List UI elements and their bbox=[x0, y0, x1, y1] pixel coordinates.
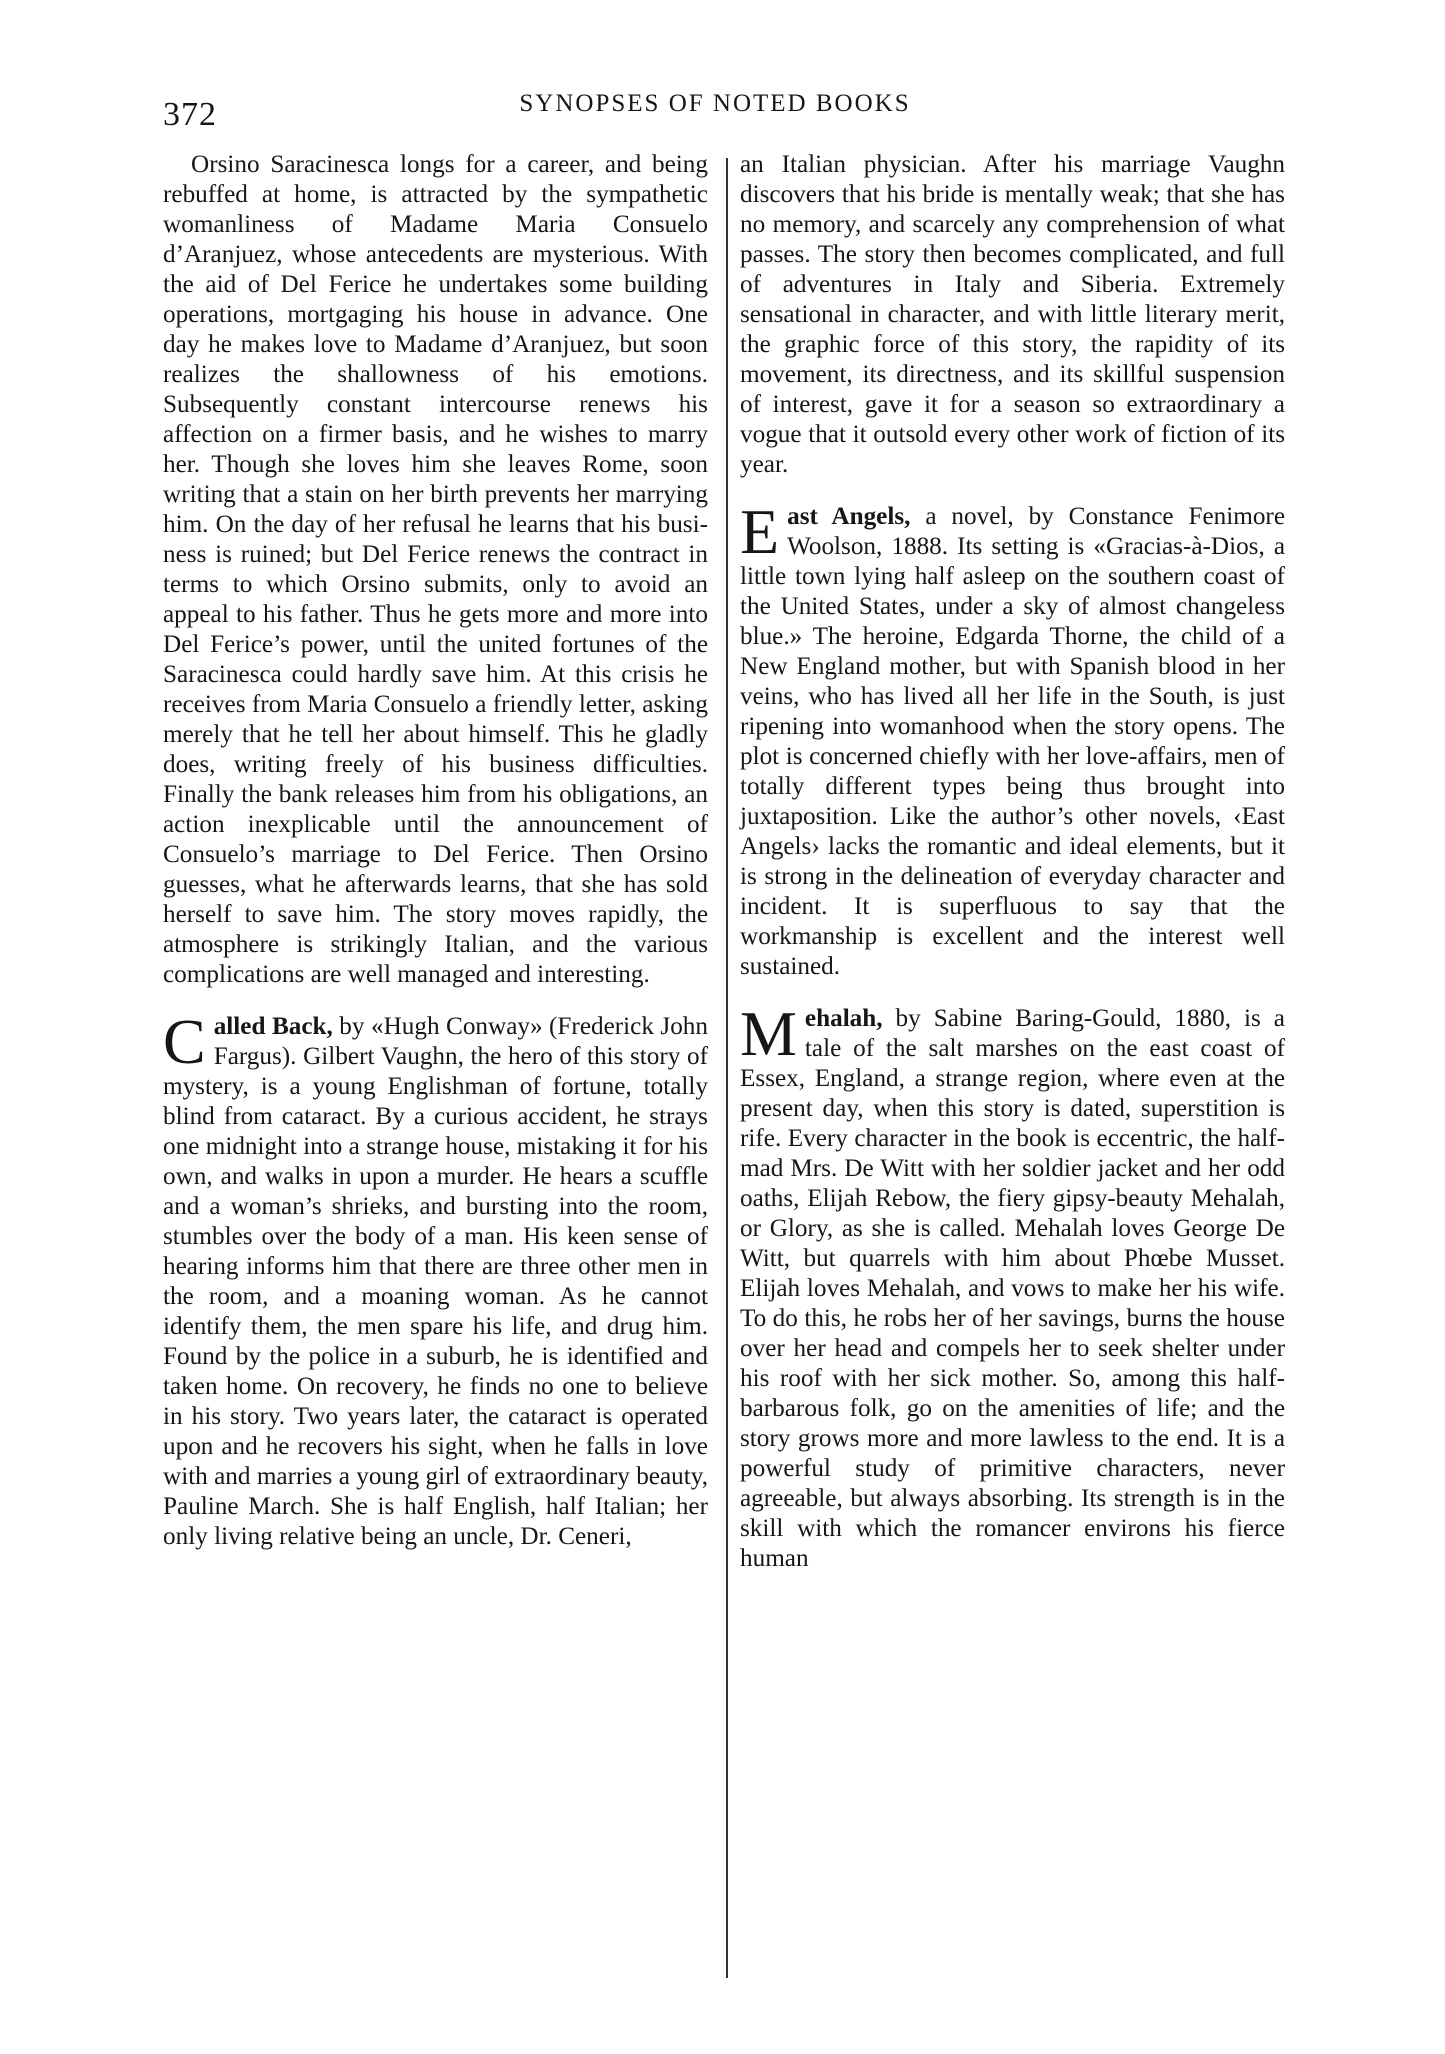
drop-cap: E bbox=[740, 496, 780, 567]
synopsis-continuation-orsino: Orsino Saracinesca longs for a career, and being rebuffed at home, is attracted by the sympathetic womanliness of Madame Maria Consuelo d’Aranjuez, whose antecedents are mysterious. With the aid of Del Ferice he undertakes some building operations, mortgaging his house in advance. One day he makes love to Madame d’Aranjuez, but soon realizes the shallowness of his emotions. Subsequently constant intercourse renews his affection on a firmer basis, and he wishes to marry her. Though she loves him she leaves Rome, soon writing that a stain on her birth prevents her marrying him. On the day of her refusal he learns that his business is ruined; but Del Ferice renews the contract in terms to which Orsino submits, only to avoid an appeal to his father. Thus he gets more and more into Del Ferice’s power, until the united fortunes of the Saracinesca could hardly save him. At this crisis he receives from Maria Consuelo a friendly letter, asking merely that he tell her about himself. This he gladly does, writing freely of his business difficulties. Finally the bank releases him from his obligations, an action inexplicable until the announcement of Consuelo’s marriage to Del Ferice. Then Orsino guesses, what he afterwards learns, that she has sold herself to save him. The story moves rapidly, the atmosphere is strikingly Italian, and the various complications are well managed and interesting. bbox=[163, 151, 708, 988]
column-rule bbox=[726, 158, 728, 1978]
entry-mehalah bbox=[740, 998, 1285, 1574]
synopsis-continuation-called-back: an Italian physician. After his marriage Vaughn discovers that his bride is mentally weak; that she has no memory, and scarcely any comprehension of what passes. The story then becomes complicated, and full of adventures in Italy and Siberia. Extremely sensational in character, and with little literary merit, the graphic force of this story, the rapidity of its movement, its directness, and its skillful suspension of interest, gave it for a season so extraordinary a vogue that it outsold every other work of fiction of its year. bbox=[740, 151, 1285, 478]
entry-title: ehalah, bbox=[804, 1005, 883, 1032]
page-number: 372 bbox=[163, 96, 217, 133]
running-head: SYNOPSES OF NOTED BOOKS bbox=[519, 90, 911, 117]
drop-cap: C bbox=[163, 1006, 206, 1077]
entry-title: alled Back, bbox=[213, 1013, 333, 1040]
entry-body: a novel, by Constance Fenimore Woolson, 1888. Its setting is «Gracias-à-Dios, a little town lying half asleep on the southern coast of the United States, under a sky of almost changeless blue.» The heroine, Edgarda Thorne, the child of a New England mother, but with Spanish blood in her veins, who has lived all her life in the South, is just ripening into womanhood when the story opens. The plot is concerned chiefly with her love-affairs, men of totally different types being thus brought into juxtaposition. Like the author’s other novels, ‹East Angels› lacks the romantic and ideal elements, but it is strong in the delineation of everyday character and incident. It is superfluous to say that the workmanship is excellent and the interest well sustained. bbox=[740, 503, 1285, 980]
drop-cap: M bbox=[740, 998, 797, 1069]
entry-body: by Sabine Baring-Gould, 1880, is a tale of the salt marshes on the east coast of Essex, England, a strange region, where even at the present day, when this story is dated, superstition is rife. Every character in the book is eccentric, the half-mad Mrs. De Witt with her soldier jacket and her odd oaths, Elijah Rebow, the fiery gipsy-beauty Mehalah, or Glory, as she is called. Mehalah loves George De Witt, but quarrels with him about Phœbe Musset. Elijah loves Mehalah, and vows to make her his wife. To do this, he robs her of her savings, burns the house over her head and compels her to seek shelter under his roof with her sick mother. So, among this half-barbarous folk, go on the amenities of life; and the story grows more and more lawless to the end. It is a powerful study of primitive characters, never agreeable, but always absorbing. Its strength is in the skill with which the romancer environs his fierce human bbox=[740, 1005, 1285, 1572]
entry-east-angels bbox=[740, 496, 1285, 982]
entry-body: by «Hugh Conway» (Frederick John Fargus). Gilbert Vaughn, the hero of this story of mystery, is a young Englishman of fortune, totally blind from cataract. By a curious accident, he strays one midnight into a strange house, mistaking it for his own, and walks in upon a murder. He hears a scuffle and a woman’s shrieks, and bursting into the room, stumbles over the body of a man. His keen sense of hearing informs him that there are three other men in the room, and a moaning woman. As he cannot identify them, the men spare his life, and drug him. Found by the police in a suburb, he is identified and taken home. On recovery, he finds no one to believe in his story. Two years later, the cataract is operated upon and he recovers his sight, when he falls in love with and marries a young girl of extraordinary beauty, Pauline March. She is half English, half Italian; her only living relative being an uncle, Dr. Ceneri, bbox=[163, 1013, 708, 1550]
entry-called-back bbox=[163, 1006, 708, 1552]
left-column bbox=[163, 150, 708, 1552]
entry-title: ast Angels, bbox=[787, 503, 911, 530]
right-column bbox=[740, 150, 1285, 1574]
